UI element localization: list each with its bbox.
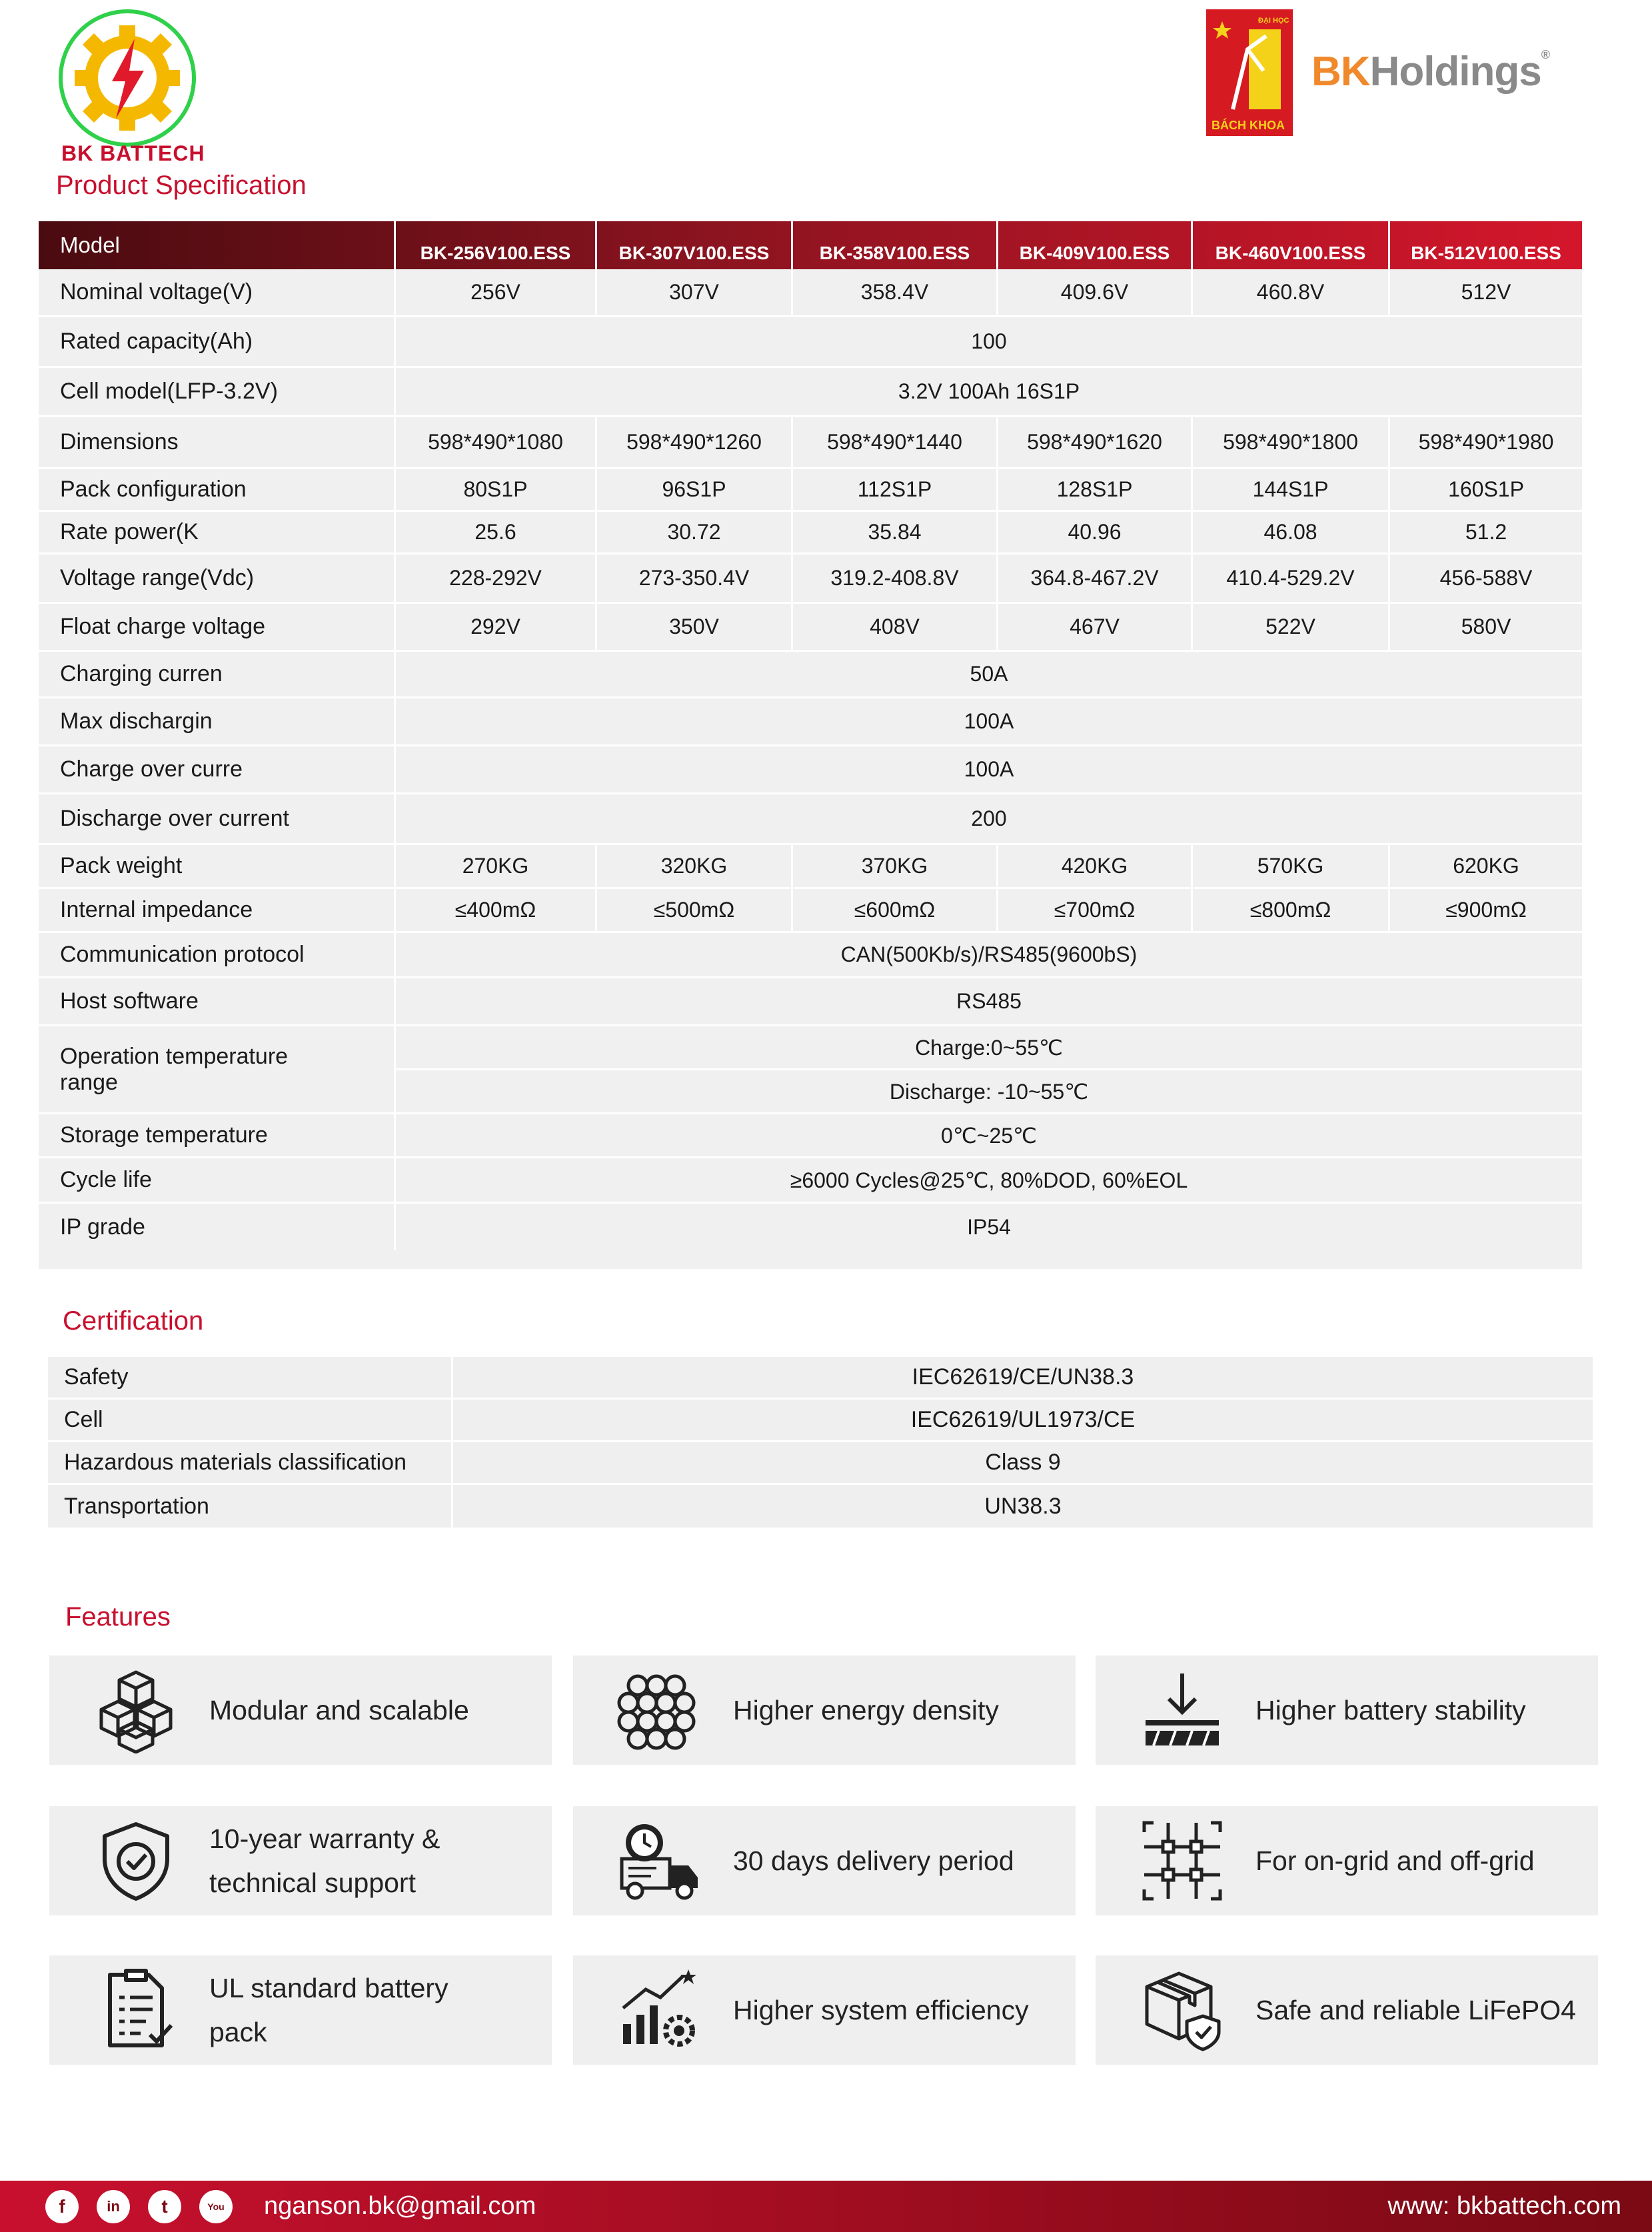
feature-text [1255, 1988, 1576, 2032]
box-shield-icon [1136, 1963, 1229, 2057]
row-label: Nominal voltage(V) [39, 269, 396, 315]
table-cell: 228-292V [396, 555, 597, 602]
table-cell: 460.8V [1193, 269, 1390, 315]
website-link[interactable]: www: bkbattech.com [1387, 2192, 1621, 2220]
cells-icon [613, 1664, 706, 1757]
table-row [48, 1485, 1593, 1528]
cubes-icon [89, 1664, 183, 1757]
table-cell: 570KG [1193, 845, 1390, 887]
table-cell: 350V [597, 604, 793, 650]
table-cell: ≤800mΩ [1193, 889, 1390, 931]
table-row [39, 417, 1582, 469]
bk-holdings-suffix: Holdings [1369, 49, 1541, 95]
feature-text [209, 1817, 440, 1905]
table-cell: ≤500mΩ [597, 889, 793, 931]
feature-text [733, 1688, 999, 1732]
feature-line: 30 days delivery period [733, 1845, 1014, 1876]
feature-line: technical support [209, 1867, 416, 1898]
table-cell-merged: 0℃~25℃ [941, 1123, 1037, 1148]
table-cell: 598*490*1800 [1193, 417, 1390, 467]
table-cell-merged: RS485 [956, 989, 1022, 1013]
row-label: Charge over curre [39, 746, 396, 792]
row-label: Dimensions [39, 417, 396, 467]
feature-text [209, 1966, 448, 2054]
cert-label: Hazardous materials classification [48, 1442, 453, 1483]
feature-card [1096, 1656, 1598, 1765]
row-label: Max dischargin [39, 698, 396, 744]
table-cell-merged: 200 [971, 806, 1007, 830]
row-label: Discharge over current [39, 794, 396, 843]
table-cell: 598*490*1440 [793, 417, 998, 467]
row-label: Internal impedance [39, 889, 396, 931]
table-row [39, 794, 1582, 845]
row-label: Charging curren [39, 652, 396, 696]
table-row [39, 1158, 1582, 1204]
feature-text [209, 1688, 469, 1732]
table-cell: 46.08 [1193, 512, 1390, 553]
table-cell-merged: CAN(500Kb/s)/RS485(9600bS) [840, 942, 1138, 966]
table-cell-merged: 3.2V 100Ah 16S1P [898, 379, 1080, 403]
feature-line: Higher system efficiency [733, 1995, 1029, 2025]
row-label: Cell model(LFP-3.2V) [39, 368, 396, 415]
efficiency-chart-icon [613, 1963, 706, 2057]
feature-text [1255, 1688, 1526, 1732]
table-cell: 580V [1461, 614, 1511, 638]
registered-mark: ® [1541, 48, 1550, 61]
feature-text [733, 1839, 1014, 1883]
shield-check-icon [89, 1814, 183, 1907]
table-row [39, 978, 1582, 1026]
table-row [39, 652, 1582, 698]
table-row [39, 604, 1582, 652]
table-cell: 370KG [793, 845, 998, 887]
table-row [39, 1204, 1582, 1250]
spec-table-body [39, 269, 1582, 1269]
feature-line: UL standard battery [209, 1973, 448, 2003]
certification-table [48, 1357, 1593, 1528]
download-stability-icon [1136, 1664, 1229, 1757]
table-cell: 40.96 [998, 512, 1193, 553]
feature-line: Modular and scalable [209, 1695, 469, 1725]
row-label: Voltage range(Vdc) [39, 555, 396, 602]
feature-line: pack [209, 2017, 267, 2047]
row-label: IP grade [39, 1204, 396, 1250]
feature-line: Higher energy density [733, 1695, 999, 1725]
table-cell-merged: Discharge: -10~55℃ [889, 1079, 1089, 1104]
table-cell: ≤400mΩ [396, 889, 597, 931]
table-cell: 467V [998, 604, 1193, 650]
feature-line: 10-year warranty & [209, 1823, 440, 1854]
feature-line: Safe and reliable LiFePO4 [1255, 1995, 1576, 2025]
feature-line: For on-grid and off-grid [1255, 1845, 1535, 1876]
row-label: Float charge voltage [39, 604, 396, 650]
document-check-icon [89, 1963, 183, 2057]
linkedin-icon[interactable]: in [97, 2190, 130, 2223]
spec-table [39, 221, 1582, 1269]
model-header-3: BK-358V100.ESS [793, 221, 998, 269]
table-row [39, 933, 1582, 978]
table-row [39, 1114, 1582, 1158]
table-cell: 320KG [597, 845, 793, 887]
feature-text [733, 1988, 1029, 2032]
row-label: Communication protocol [39, 933, 396, 976]
table-cell: 128S1P [998, 469, 1193, 510]
table-cell: 522V [1193, 604, 1390, 650]
table-row [39, 555, 1582, 604]
row-label: Rated capacity(Ah) [39, 317, 396, 366]
certification-title: Certification [63, 1306, 204, 1336]
table-cell: 358.4V [793, 269, 998, 315]
table-row [48, 1357, 1593, 1400]
table-row [48, 1442, 1593, 1485]
table-cell: 598*490*1620 [998, 417, 1193, 467]
cert-label: Safety [48, 1357, 453, 1398]
table-cell: 319.2-408.8V [793, 555, 998, 602]
feature-card [573, 1955, 1076, 2065]
table-cell: 112S1P [793, 469, 998, 510]
table-row [48, 1400, 1593, 1442]
feature-card [573, 1806, 1076, 1915]
table-cell: 144S1P [1193, 469, 1390, 510]
row-label: Cycle life [39, 1158, 396, 1202]
feature-line: Higher battery stability [1255, 1695, 1526, 1725]
row-label: Rate power(K [39, 512, 396, 553]
table-cell: 35.84 [793, 512, 998, 553]
table-row [39, 317, 1582, 368]
table-cell: 456-588V [1439, 566, 1533, 590]
facebook-icon[interactable]: f [45, 2190, 79, 2223]
spec-table-header [39, 221, 1582, 269]
table-cell: 364.8-467.2V [998, 555, 1193, 602]
twitter-icon[interactable]: t [148, 2190, 181, 2223]
svg-text:ĐẠI HỌC: ĐẠI HỌC [1258, 17, 1289, 25]
table-cell: 292V [396, 604, 597, 650]
model-header-4: BK-409V100.ESS [998, 221, 1193, 269]
table-row [39, 698, 1582, 746]
cert-value: Class 9 [985, 1450, 1061, 1475]
cert-value: UN38.3 [984, 1493, 1062, 1519]
feature-card [1096, 1806, 1598, 1915]
table-cell-merged: 100 [971, 329, 1007, 353]
table-row [39, 368, 1582, 417]
row-label-line: Operation temperature [60, 1043, 289, 1069]
model-header-5: BK-460V100.ESS [1193, 221, 1390, 269]
table-cell: 410.4-529.2V [1193, 555, 1390, 602]
table-row [39, 845, 1582, 889]
row-label [39, 1026, 396, 1112]
table-cell: 25.6 [396, 512, 597, 553]
table-row [39, 512, 1582, 555]
feature-text [1255, 1839, 1535, 1883]
table-cell: 80S1P [396, 469, 597, 510]
table-row [39, 889, 1582, 933]
cert-value: IEC62619/UL1973/CE [910, 1407, 1136, 1432]
youtube-icon[interactable]: You [199, 2190, 233, 2223]
table-row [39, 269, 1582, 317]
table-cell: 51.2 [1465, 520, 1507, 544]
email-link[interactable]: nganson.bk@gmail.com [264, 2192, 536, 2220]
grid-icon [1136, 1814, 1229, 1907]
table-cell: 420KG [998, 845, 1193, 887]
footer [0, 2181, 1652, 2232]
table-cell: 598*490*1980 [1418, 430, 1554, 454]
table-cell: 307V [597, 269, 793, 315]
table-cell: 273-350.4V [597, 555, 793, 602]
model-header-6: BK-512V100.ESS [1411, 243, 1561, 263]
table-row [39, 1026, 1582, 1114]
table-cell-merged: 100A [964, 709, 1014, 733]
table-cell: ≤700mΩ [998, 889, 1193, 931]
bk-battech-logo [56, 7, 199, 149]
table-cell: 270KG [396, 845, 597, 887]
table-cell: 160S1P [1448, 477, 1524, 501]
table-cell: ≤900mΩ [1445, 898, 1527, 922]
table-cell: 256V [396, 269, 597, 315]
feature-card [573, 1656, 1076, 1765]
features-title: Features [65, 1602, 171, 1632]
feature-card [1096, 1955, 1598, 2065]
row-label: Pack weight [39, 845, 396, 887]
feature-card [49, 1806, 552, 1915]
table-cell: 409.6V [998, 269, 1193, 315]
table-cell-merged: IP54 [967, 1214, 1011, 1239]
table-cell: 408V [793, 604, 998, 650]
page-title: Product Specification [56, 171, 307, 200]
brand-name: BK BATTECH [61, 141, 205, 165]
cert-label: Cell [48, 1400, 453, 1440]
model-header-label: Model [39, 221, 396, 269]
bach-khoa-logo [1206, 9, 1293, 136]
table-cell-merged: Charge:0~55℃ [396, 1026, 1582, 1070]
table-cell: 598*490*1080 [396, 417, 597, 467]
feature-card [49, 1656, 552, 1765]
table-row [39, 469, 1582, 512]
table-cell-merged: ≥6000 Cycles@25℃, 80%DOD, 60%EOL [790, 1168, 1188, 1192]
row-label-line: range [60, 1069, 118, 1095]
model-header-1: BK-256V100.ESS [396, 221, 597, 269]
bk-holdings-logo [1311, 48, 1549, 95]
table-cell: 512V [1461, 280, 1511, 304]
table-cell: 598*490*1260 [597, 417, 793, 467]
model-header-2: BK-307V100.ESS [597, 221, 793, 269]
table-cell: 620KG [1453, 854, 1519, 878]
cert-label: Transportation [48, 1485, 453, 1528]
feature-card [49, 1955, 552, 2065]
row-label: Host software [39, 978, 396, 1024]
table-cell: ≤600mΩ [793, 889, 998, 931]
table-row [39, 746, 1582, 794]
table-cell: 96S1P [597, 469, 793, 510]
table-cell-merged: 100A [964, 757, 1014, 781]
delivery-truck-icon [613, 1814, 706, 1907]
bk-holdings-prefix: BK [1311, 49, 1370, 95]
svg-text:BÁCH KHOA: BÁCH KHOA [1212, 119, 1285, 132]
table-cell: 30.72 [597, 512, 793, 553]
row-label: Storage temperature [39, 1114, 396, 1156]
row-label: Pack configuration [39, 469, 396, 510]
table-cell-merged: 50A [970, 662, 1008, 686]
cert-value: IEC62619/CE/UN38.3 [912, 1364, 1134, 1390]
